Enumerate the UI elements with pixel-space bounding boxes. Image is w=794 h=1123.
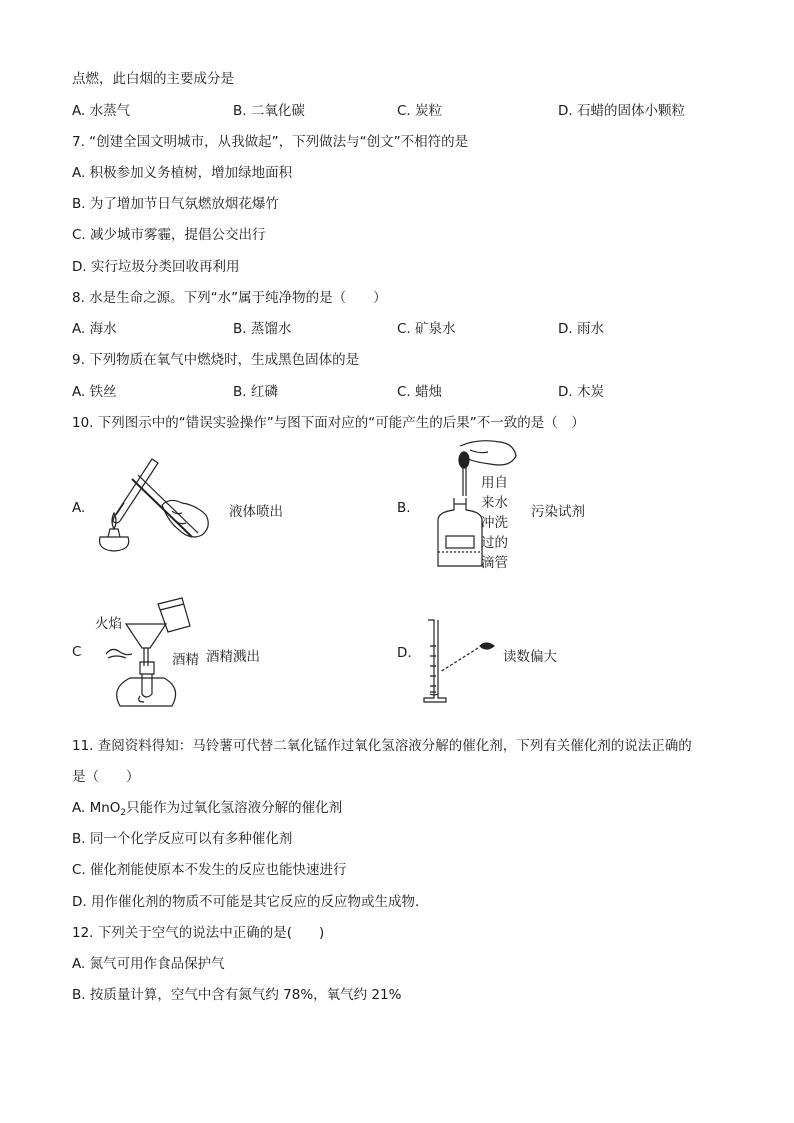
fig-b-note-line-3: 冲洗 (481, 515, 508, 531)
q7-stem: 7. “创建全国文明城市，从我做起”，下列做法与“创文”不相符的是 (72, 134, 469, 150)
fig-b-note-line-1: 用自 (481, 475, 508, 491)
fig-c-flame-label: 火焰 (95, 616, 122, 632)
q12-option-b: B. 按质量计算，空气中含有氮气约 78%，氧气约 21% (72, 987, 402, 1003)
fig-a-heating-tube-illustration (92, 455, 222, 555)
q8-option-c: C. 矿泉水 (397, 321, 456, 337)
q11-stem-line-1: 11. 查阅资料得知：马铃薯可代替二氧化锰作过氧化氢溶液分解的催化剂，下列有关催化剂的说法正确的 (72, 738, 692, 754)
fig-c-letter: C (72, 644, 82, 660)
q9-stem: 9. 下列物质在氧气中燃烧时，生成黑色固体的是 (72, 352, 360, 368)
q11-option-a-subscript: 2 (120, 808, 127, 818)
q9-option-d: D. 木炭 (558, 384, 604, 400)
q11-option-c: C. 催化剂能使原本不发生的反应也能快速进行 (72, 862, 347, 878)
q6-option-a: A. 水蒸气 (72, 103, 131, 119)
q9-option-c: C. 蜡烛 (397, 384, 443, 400)
q8-option-b: B. 蒸馏水 (233, 321, 292, 337)
fig-b-note-line-4: 过的 (481, 535, 508, 551)
q11-stem-line-2: 是（ ） (72, 769, 140, 785)
q8-stem: 8. 水是生命之源。下列“水”属于纯净物的是（ ） (72, 290, 387, 306)
q11-option-a-prefix: A. MnO (72, 800, 121, 816)
q11-option-d: D. 用作催化剂的物质不可能是其它反应的反应物或生成物． (72, 894, 429, 910)
fig-b-letter: B. (397, 500, 411, 516)
q8-option-d: D. 雨水 (558, 321, 604, 337)
q8-option-a: A. 海水 (72, 321, 117, 337)
q12-option-a: A. 氮气可用作食品保护气 (72, 956, 225, 972)
fig-b-note-line-5: 滴管 (481, 555, 508, 571)
q6-stem: 点燃，此白烟的主要成分是 (72, 71, 234, 87)
fig-d-consequence: 读数偏大 (503, 649, 557, 665)
q7-option-d: D. 实行垃圾分类回收再利用 (72, 259, 240, 275)
fig-d-letter: D. (397, 645, 412, 661)
fig-b-dropper-bottle-illustration (430, 440, 530, 570)
q11-option-a (72, 796, 342, 818)
q11-option-b: B. 同一个化学反应可以有多种催化剂 (72, 831, 293, 847)
q6-option-c: C. 炭粒 (397, 103, 443, 119)
fig-a-letter: A. (72, 500, 86, 516)
q7-option-c: C. 减少城市雾霾，提倡公交出行 (72, 227, 266, 243)
fig-b-note-line-2: 来水 (481, 495, 508, 511)
fig-a-consequence: 液体喷出 (229, 504, 283, 520)
q6-option-d: D. 石蜡的固体小颗粒 (558, 103, 685, 119)
q6-option-b: B. 二氧化碳 (233, 103, 305, 119)
fig-b-consequence: 污染试剂 (531, 504, 585, 520)
q9-option-b: B. 红磷 (233, 384, 278, 400)
fig-d-cylinder-reading-illustration (420, 616, 510, 706)
fig-c-alcohol-label: 酒精 (172, 652, 199, 668)
q9-option-a: A. 铁丝 (72, 384, 117, 400)
q7-option-b: B. 为了增加节日气氛燃放烟花爆竹 (72, 196, 279, 212)
q7-option-a: A. 积极参加义务植树，增加绿地面积 (72, 165, 293, 181)
q11-option-a-suffix: 只能作为过氧化氢溶液分解的催化剂 (126, 800, 343, 816)
q10-stem: 10. 下列图示中的“错误实验操作”与图下面对应的“可能产生的后果”不一致的是（ ） (72, 415, 585, 431)
q12-stem: 12. 下列关于空气的说法中正确的是( ) (72, 925, 325, 941)
fig-b-note (481, 473, 508, 573)
fig-c-consequence: 酒精溅出 (206, 649, 260, 665)
